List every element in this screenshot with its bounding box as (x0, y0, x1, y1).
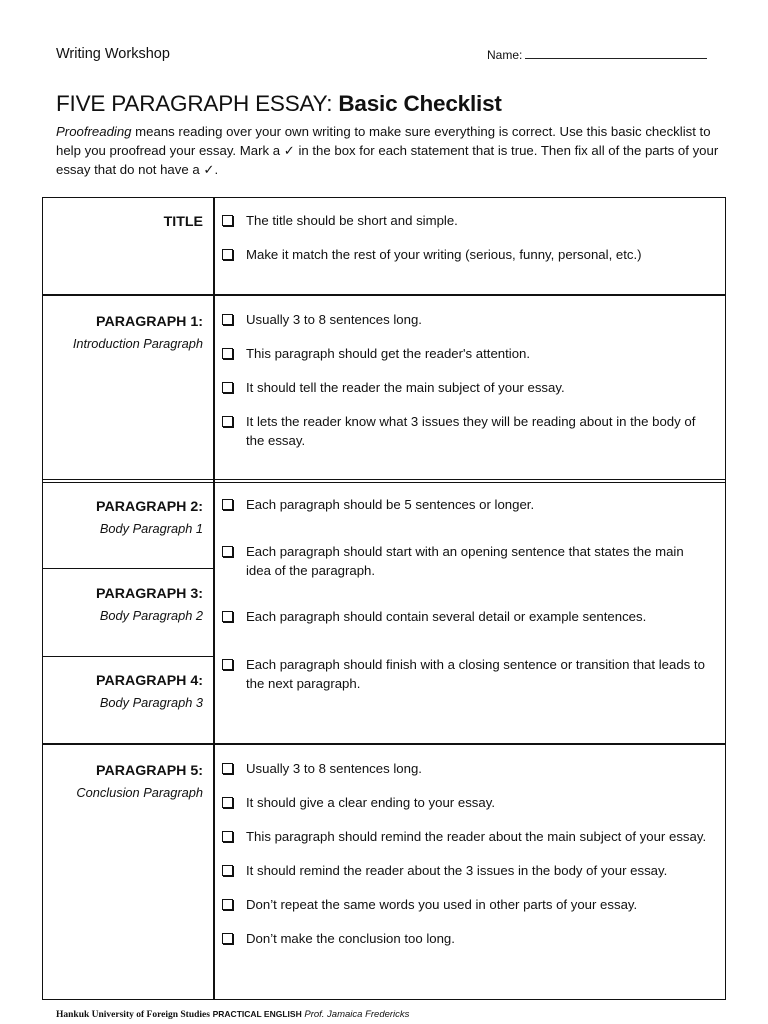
intro-text-2: in the box for each statement that is true. Then fix all of the parts of your essay that do not have a (56, 143, 719, 177)
footer-professor: Prof. Jamaica Fredericks (304, 1009, 410, 1020)
name-field (487, 48, 707, 62)
item-text: This paragraph should get the reader's attention. (246, 346, 531, 361)
item-text: Make it match the rest of your writing (serious, funny, personal, etc.) (246, 247, 642, 262)
item-text: Each paragraph should contain several detail or example sentences. (246, 609, 647, 624)
checklist-item (222, 378, 712, 397)
checkbox[interactable] (222, 215, 233, 226)
name-blank-line (525, 48, 707, 59)
title-checklist (222, 211, 712, 264)
column-divider (213, 198, 215, 999)
checklist-item (222, 793, 712, 812)
label-divider (43, 568, 213, 569)
p1-checklist (222, 310, 712, 450)
checklist-item (222, 310, 712, 329)
item-text: Each paragraph should be 5 sentences or longer. (246, 497, 535, 512)
label-main: TITLE (163, 214, 203, 230)
checkbox[interactable] (222, 797, 233, 808)
checkbox[interactable] (222, 348, 233, 359)
checklist-item (222, 861, 712, 880)
course-title: Writing Workshop (56, 46, 170, 62)
checklist-item (222, 929, 712, 948)
checklist-item (222, 542, 712, 580)
item-text: It lets the reader know what 3 issues they will be reading about in the body of the essay. (246, 414, 696, 448)
label-sub: Conclusion Paragraph (76, 785, 203, 800)
checkbox[interactable] (222, 763, 233, 774)
page-title (56, 91, 502, 117)
intro-text-1: means reading over your own writing to make sure everything is correct. Use this basic checklist to help you proofread your essay. Mark a (56, 124, 711, 158)
page-footer (56, 1009, 409, 1020)
label-main: PARAGRAPH 4: (96, 673, 203, 689)
intro-text-3: . (214, 162, 219, 177)
checklist-item (222, 655, 712, 693)
label-sub: Body Paragraph 1 (99, 521, 203, 536)
footer-school: Hankuk University of Foreign Studies (56, 1010, 210, 1020)
section-label-p5 (43, 762, 203, 801)
checklist-item (222, 245, 712, 264)
section-label-p3 (43, 585, 203, 624)
body-checklist (222, 495, 712, 693)
checkbox[interactable] (222, 899, 233, 910)
item-text: This paragraph should remind the reader about the main subject of your essay. (246, 829, 707, 844)
checkbox[interactable] (222, 416, 233, 427)
label-main: PARAGRAPH 1: (96, 314, 203, 330)
checklist-item (222, 495, 712, 514)
label-sub: Introduction Paragraph (72, 336, 203, 351)
checkbox[interactable] (222, 546, 233, 557)
checklist-item (222, 895, 712, 914)
checkbox[interactable] (222, 831, 233, 842)
item-text: Don’t repeat the same words you used in other parts of your essay. (246, 897, 638, 912)
check-mark-symbol: ✓ (283, 143, 295, 158)
item-text: The title should be short and simple. (246, 213, 458, 228)
section-label-p4 (43, 672, 203, 711)
item-text: It should give a clear ending to your essay. (246, 795, 495, 810)
checkbox[interactable] (222, 865, 233, 876)
p5-checklist (222, 759, 712, 948)
title-prefix: FIVE PARAGRAPH ESSAY: (56, 91, 333, 116)
checkbox[interactable] (222, 499, 233, 510)
checklist-item (222, 344, 712, 363)
item-text: Don’t make the conclusion too long. (246, 931, 455, 946)
label-sub: Body Paragraph 2 (99, 608, 203, 623)
label-sub: Body Paragraph 3 (99, 695, 203, 710)
checklist-item (222, 211, 712, 230)
title-emphasis: Basic Checklist (338, 91, 502, 116)
item-text: It should tell the reader the main subject of your essay. (246, 380, 565, 395)
section-label-title (43, 213, 203, 231)
checklist-item (222, 607, 712, 626)
checkbox[interactable] (222, 611, 233, 622)
item-text: Each paragraph should finish with a closing sentence or transition that leads to the next paragraph. (246, 657, 705, 691)
item-text: It should remind the reader about the 3 issues in the body of your essay. (246, 863, 668, 878)
checkbox[interactable] (222, 382, 233, 393)
checklist-item (222, 827, 712, 846)
name-label: Name: (487, 48, 523, 62)
checkbox[interactable] (222, 314, 233, 325)
item-text: Each paragraph should start with an opening sentence that states the main idea of the paragraph. (246, 544, 684, 578)
checkbox[interactable] (222, 659, 233, 670)
label-divider (43, 656, 213, 657)
check-mark-symbol: ✓ (203, 162, 215, 177)
section-label-p1 (43, 313, 203, 352)
row-divider (43, 743, 725, 745)
item-text: Usually 3 to 8 sentences long. (246, 312, 422, 327)
row-divider (43, 294, 725, 296)
section-label-p2 (43, 498, 203, 537)
checkbox[interactable] (222, 933, 233, 944)
checklist-item (222, 759, 712, 778)
item-text: Usually 3 to 8 sentences long. (246, 761, 422, 776)
label-main: PARAGRAPH 2: (96, 499, 203, 515)
checklist-table (42, 197, 726, 1000)
label-main: PARAGRAPH 5: (96, 763, 203, 779)
intro-paragraph (56, 122, 720, 179)
checkbox[interactable] (222, 249, 233, 260)
label-main: PARAGRAPH 3: (96, 586, 203, 602)
checklist-item (222, 412, 712, 450)
intro-term: Proofreading (56, 124, 132, 139)
footer-course: PRACTICAL ENGLISH (212, 1009, 302, 1019)
row-divider (43, 479, 725, 483)
